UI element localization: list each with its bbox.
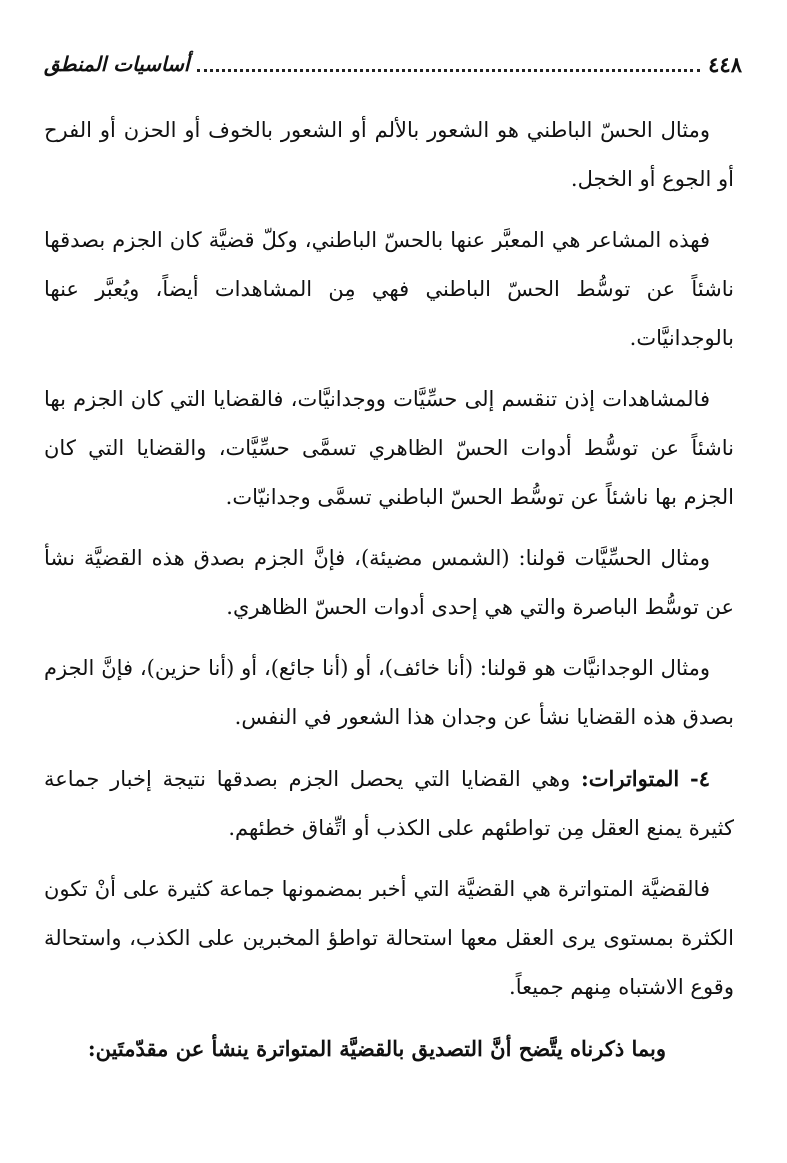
section-number: ٤-: [690, 766, 710, 791]
paragraph-mutawatir-explanation: فالقضيَّة المتواترة هي القضيَّة التي أخبر بمضمونها جماعة كثيرة على أنْ تكون الكثرة بمستوى يرى العقل معها استحالة تواطؤ المخبرين على الكذب، واستحالة وقوع الاشتباه مِنهم جميعاً.: [44, 877, 734, 999]
section-term: المتواترات:: [581, 766, 680, 791]
page-body: [44, 106, 734, 1085]
paragraph-observations-division: فالمشاهدات إذن تنقسم إلى حسِّيَّات ووجدانيَّات، فالقضايا التي كان الجزم بها ناشئاً عن توسُّط أدوات الحسّ الظاهري تسمَّى حسِّيَّات، والقضايا التي كان الجزم بها ناشئاً عن توسُّط الحسّ الباطني تسمَّى وجدانيّات.: [44, 387, 734, 509]
paragraph-inner-sense-example: ومثال الحسّ الباطني هو الشعور بالألم أو الشعور بالخوف أو الحزن أو الفرح أو الجوع أو الخجل.: [44, 118, 734, 191]
paragraph-sensory-example: ومثال الحسِّيَّات قولنا: (الشمس مضيئة)، فإنَّ الجزم بصدق هذه القضيَّة نشأ عن توسُّط الباصرة والتي هي إحدى أدوات الحسّ الظاهري.: [44, 546, 734, 619]
page-header: [44, 44, 742, 84]
section-definition: وهي القضايا التي يحصل الجزم بصدقها نتيجة إخبار جماعة كثيرة يمنع العقل مِن تواطئهم على الكذب أو اتِّفاق خطئهم.: [44, 767, 734, 840]
paragraph-intuitive-example: ومثال الوجدانيَّات هو قولنا: (أنا خائف)، أو (أنا جائع)، أو (أنا حزين)، فإنَّ الجزم بصدق هذه القضايا نشأ عن وجدان هذا الشعور في النفس.: [44, 656, 734, 729]
closing-line: وبما ذكرناه يتَّضح أنَّ التصديق بالقضيَّة المتواترة ينشأ عن مقدّمتَين:: [87, 1036, 666, 1061]
page-number: ٤٤٨: [708, 51, 742, 77]
section-mutawatirat: [44, 754, 734, 853]
paragraph-inner-sense-definition: فهذه المشاعر هي المعبَّر عنها بالحسّ الباطني، وكلّ قضيَّة كان الجزم بصدقها ناشئاً عن توسُّط الحسّ الباطني فهي مِن المشاهدات أيضاً، ويُعبَّر عنها بالوجدانيَّات.: [44, 228, 734, 350]
header-dotted-leader: [197, 69, 700, 72]
book-title: أساسيات المنطق: [44, 52, 190, 76]
